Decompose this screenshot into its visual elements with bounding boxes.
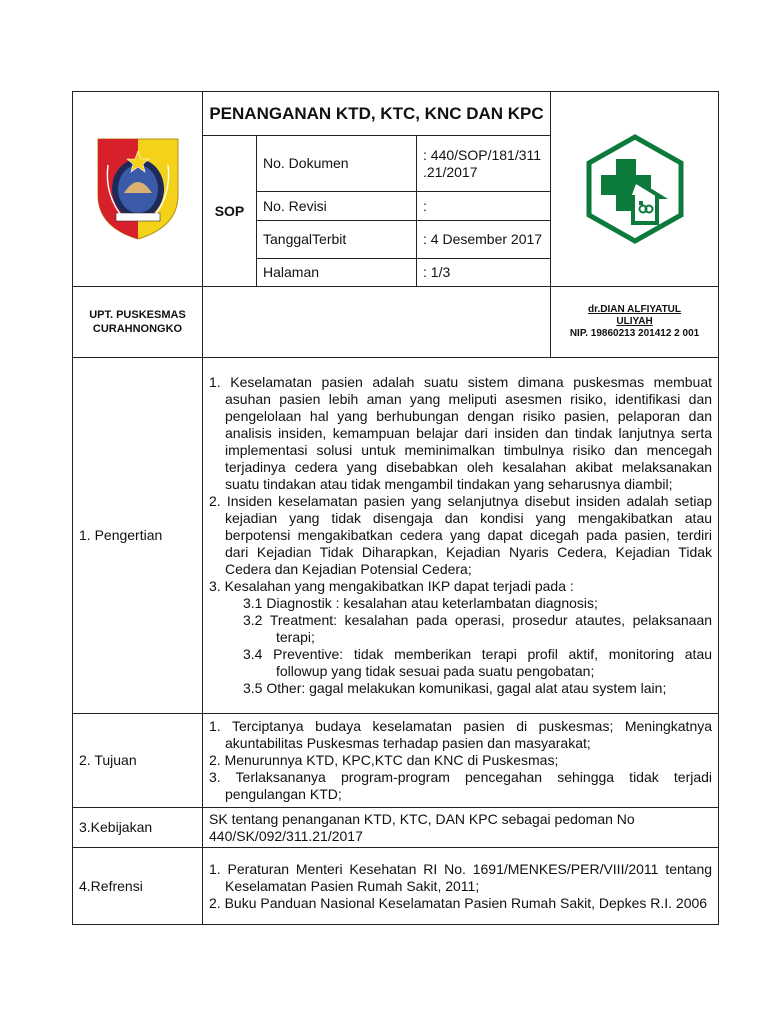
field-value: : 440/SOP/181/311 .21/2017	[417, 136, 551, 192]
field-label: No. Dokumen	[257, 136, 417, 192]
field-label: TanggalTerbit	[257, 221, 417, 259]
organization-name	[73, 287, 203, 358]
field-label: No. Revisi	[257, 192, 417, 221]
field-value: :	[417, 192, 551, 221]
sub-item: 3.2 Treatment: kesalahan pada operasi, prosedur atautes, pelaksanaan terapi;	[243, 612, 713, 645]
list-item: 1. Peraturan Menteri Kesehatan RI No. 1691/MENKES/PER/VIII/2011 tentang Keselamatan Pasien Rumah Sakit, 2011;	[209, 860, 713, 894]
section-label-kebijakan: 3.Kebijakan	[73, 808, 203, 848]
list-item	[209, 578, 713, 697]
document-title: PENANGANAN KTD, KTC, KNC DAN KPC	[203, 92, 551, 136]
regency-logo-cell	[73, 92, 203, 287]
section-body-referensi	[203, 848, 719, 925]
section-body-kebijakan: SK tentang penanganan KTD, KTC, DAN KPC sebagai pedoman No 440/SK/092/311.21/2017	[203, 808, 719, 848]
puskesmas-logo-icon	[583, 133, 687, 245]
signer-name-line1: dr.DIAN ALFIYATUL	[588, 304, 682, 315]
list-item: 2. Menurunnya KTD, KPC,KTC dan KNC di Puskesmas;	[209, 752, 559, 768]
org-line1: UPT. PUSKESMAS	[89, 309, 186, 321]
list-item-text: 3. Kesalahan yang mengakibatkan IKP dapat terjadi pada :	[209, 578, 574, 594]
org-line2: CURAHNONGKO	[92, 323, 183, 335]
signer-nip: NIP. 19860213 201412 2 001	[569, 328, 700, 339]
section-body-pengertian	[203, 358, 719, 714]
section-label-tujuan: 2. Tujuan	[73, 714, 203, 808]
sub-item: 3.1 Diagnostik : kesalahan atau keterlambatan diagnosis;	[243, 595, 598, 611]
section-body-tujuan	[203, 714, 719, 808]
signature-block	[551, 287, 719, 358]
field-value: : 4 Desember 2017	[417, 221, 551, 259]
signer-name-line2: ULIYAH	[616, 316, 653, 327]
list-item: 1. Keselamatan pasien adalah suatu sistem dimana puskesmas membuat asuhan pasien lebih aman yang meliputi asesmen risiko, identifikasi dan pengelolaan hal yang berhubungan dengan risiko pasien, pelaporan dan analisis insiden, kemampuan belajar dari insiden dan tindak lanjutnya serta implementasi solusi untuk meminimalkan timbulnya risiko dan mencegah terjadinya cedera yang disebabkan oleh kesalahan akibat melaksanakan suatu tindakan atau tidak mengambil tindakan yang seharusnya diambil;	[209, 374, 713, 492]
sub-item: 3.4 Preventive: tidak memberikan terapi profil aktif, monitoring atau followup yang tidak sesuai pada suatu pengobatan;	[243, 646, 713, 679]
puskesmas-logo-cell	[551, 92, 719, 287]
list-item: 2. Insiden keselamatan pasien yang selanjutnya disebut insiden adalah setiap kejadian yang tidak disengaja dan kondisi yang mengakibatkan atau berpotensi mengakibatkan cedera yang dapat dicegah pada pasien, terdiri dari Kejadian Tidak Diharapkan, Kejadian Nyaris Cedera, Kejadian Tidak Cedera dan Kejadian Potensial Cedera;	[209, 493, 713, 577]
blank-cell	[203, 287, 551, 358]
section-label-pengertian: 1. Pengertian	[73, 358, 203, 714]
list-item: 1. Terciptanya budaya keselamatan pasien di puskesmas; Meningkatnya akuntabilitas Puskesmas terhadap pasien dan masyarakat;	[209, 718, 713, 751]
field-label: Halaman	[257, 259, 417, 287]
sop-label: SOP	[203, 136, 257, 287]
sop-table	[72, 91, 719, 925]
section-label-referensi: 4.Refrensi	[73, 848, 203, 925]
sub-item: 3.5 Other: gagal melakukan komunikasi, gagal alat atau system lain;	[243, 680, 667, 696]
list-item: 3. Terlaksananya program-program pencegahan sehingga tidak terjadi pengulangan KTD;	[209, 769, 713, 802]
regency-emblem-icon	[94, 135, 182, 243]
field-value: : 1/3	[417, 259, 551, 287]
list-item: 2. Buku Panduan Nasional Keselamatan Pasien Rumah Sakit, Depkes R.I. 2006	[209, 894, 708, 911]
